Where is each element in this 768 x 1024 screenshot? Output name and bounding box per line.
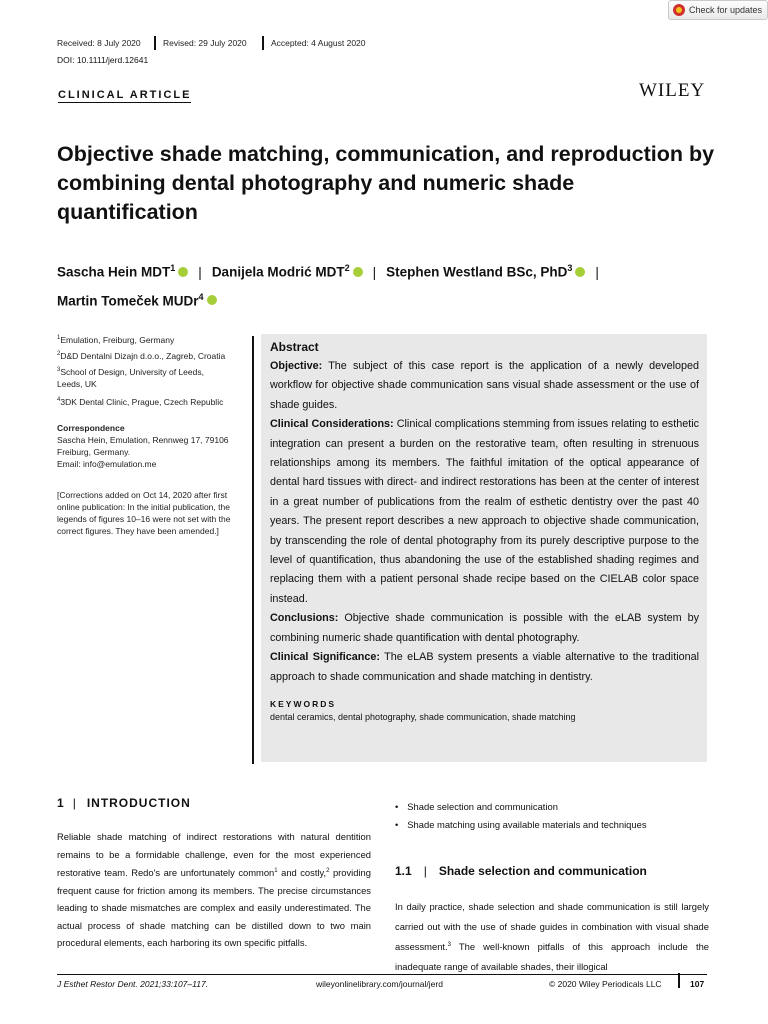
accepted-date: Accepted: 4 August 2020 [271, 38, 366, 48]
keywords: dental ceramics, dental photography, shade communication, shade matching [270, 711, 576, 722]
doi: DOI: 10.1111/jerd.12641 [57, 55, 149, 65]
abstract-box [261, 334, 707, 762]
correspondence [57, 422, 247, 470]
author-name[interactable]: Sascha Hein MDT [57, 264, 171, 280]
publisher-logo: WILEY [639, 80, 706, 101]
introduction-paragraph: Reliable shade matching of indirect restorations with natural dentition remains to be a formidable challenge, even for the most experienced restorative team. Redo's are unfortunately common$^1$ and costly,$^2$ providing frequent cause for friction among its members. The precise circumstances leading to shade mismatches are complex and easily underestimated. The actual process of shade matching can be distilled down to two main procedural elements, each harboring its own specific pitfalls. [57, 831, 371, 949]
page-number-divider [678, 973, 680, 988]
list-item: • Shade selection and communication [395, 798, 715, 816]
author-name[interactable]: Danijela Modrić MDT [211, 264, 345, 280]
citation-link[interactable]: 2 [326, 868, 330, 874]
header-divider [154, 36, 156, 50]
affiliation: $^1$Emulation, Freiburg, Germany [57, 334, 175, 345]
keywords-heading: KEYWORDS [270, 698, 337, 709]
received-date: Received: 8 July 2020 [57, 38, 141, 48]
orcid-icon[interactable] [178, 267, 188, 277]
bullet-list [395, 798, 715, 833]
list-item: • Shade matching using available materials and techniques [395, 816, 715, 834]
abstract-heading: Abstract [270, 340, 319, 354]
author-name[interactable]: Stephen Westland BSc, PhD [386, 264, 568, 280]
abstract-conclusions: Conclusions: Objective shade communication is possible with the eLAB system by combining numeric shade quantification with dental photography. [270, 612, 699, 644]
correspondence-email[interactable]: Email: info@emulation.me [57, 459, 157, 469]
correspondence-heading: Correspondence [57, 423, 125, 433]
crossmark-icon [673, 4, 685, 16]
citation-link[interactable]: 1 [274, 868, 278, 874]
correspondence-address: Sascha Hein, Emulation, Rennweg 17, 79106 Freiburg, Germany. [57, 435, 229, 457]
author-list: Sascha Hein MDT$^1$ | Danijela Modrić MDT$^2$ | Stephen Westland BSc, PhD$^3$ | Martin Tomeček MUDr$^4$ [57, 263, 599, 308]
abstract-objective: Objective: The subject of this case report is the application of a newly developed workflow for objective shade communication sans visual shade assessment or the use of shade guides. [270, 360, 699, 411]
citation-link[interactable]: 3 [447, 942, 451, 948]
author-name[interactable]: Martin Tomeček MUDr [57, 293, 199, 308]
header-divider [262, 36, 264, 50]
footer-rule [57, 974, 707, 975]
affiliation: $^2$D&D Dentalni Dizajn d.o.o., Zagreb, Croatia [57, 350, 226, 361]
subsection-paragraph: In daily practice, shade selection and shade communication is still largely carried out with the use of shade guides in combination with visual shade assessment.$^3$ The well-known pitfalls of this approach include the inadequate range of available shades, their illogical [395, 901, 709, 972]
check-for-updates-button[interactable] [668, 0, 768, 20]
journal-url[interactable]: wileyonlinelibrary.com/journal/jerd [316, 979, 443, 989]
subsection-heading: 1.1 | Shade selection and communication [395, 864, 647, 878]
page-number: 107 [690, 979, 705, 989]
abstract-clinical: Clinical Considerations: Clinical complications stemming from issues relating to esthetic integration can present a burden on the restorative team, often resulting in strenuous relationships among its members. The faithful imitation of the optical appearance of dental hard tissues with direct- and indirect restorations has been at the center of interest in a great number of publications from the realm of esthetic dentistry over the past 40 years. The present report describes a new approach to objective shade communication, by transcending the role of dental photography from its purely descriptive purpose to the level of quantification, thus abandoning the use of the established shading regimes and replacing them with a patient personal shade recipe based on the CIELAB color space instead. [270, 418, 699, 605]
check-for-updates-label: Check for updates [689, 5, 763, 15]
orcid-icon[interactable] [207, 295, 217, 305]
section-heading-introduction: 1 | INTRODUCTION [57, 796, 191, 810]
affiliation: $^3$School of Design, University of Leeds, Leeds, UK [57, 366, 204, 389]
corrections-note: [Corrections added on Oct 14, 2020 after first online publication: In the initial publication, the legends of figures 10–16 were not set with the correct figures. They have been amended.] [57, 490, 231, 536]
affiliation: $^4$3DK Dental Clinic, Prague, Czech Republic [57, 396, 224, 407]
article-title: Objective shade matching, communication, and reproduction by combining dental photography and numeric shade quantification [57, 142, 715, 224]
section-tag: CLINICAL ARTICLE [58, 89, 192, 101]
orcid-icon[interactable] [353, 267, 363, 277]
abstract-significance: Clinical Significance: The eLAB system presents a viable alternative to the traditional approach to shade communication and shade matching in dentistry. [270, 651, 700, 683]
column-divider [252, 336, 254, 764]
journal-citation: J Esthet Restor Dent. 2021;33:107–117. [57, 979, 209, 989]
copyright: © 2020 Wiley Periodicals LLC [549, 979, 662, 989]
orcid-icon[interactable] [575, 267, 585, 277]
revised-date: Revised: 29 July 2020 [163, 38, 247, 48]
